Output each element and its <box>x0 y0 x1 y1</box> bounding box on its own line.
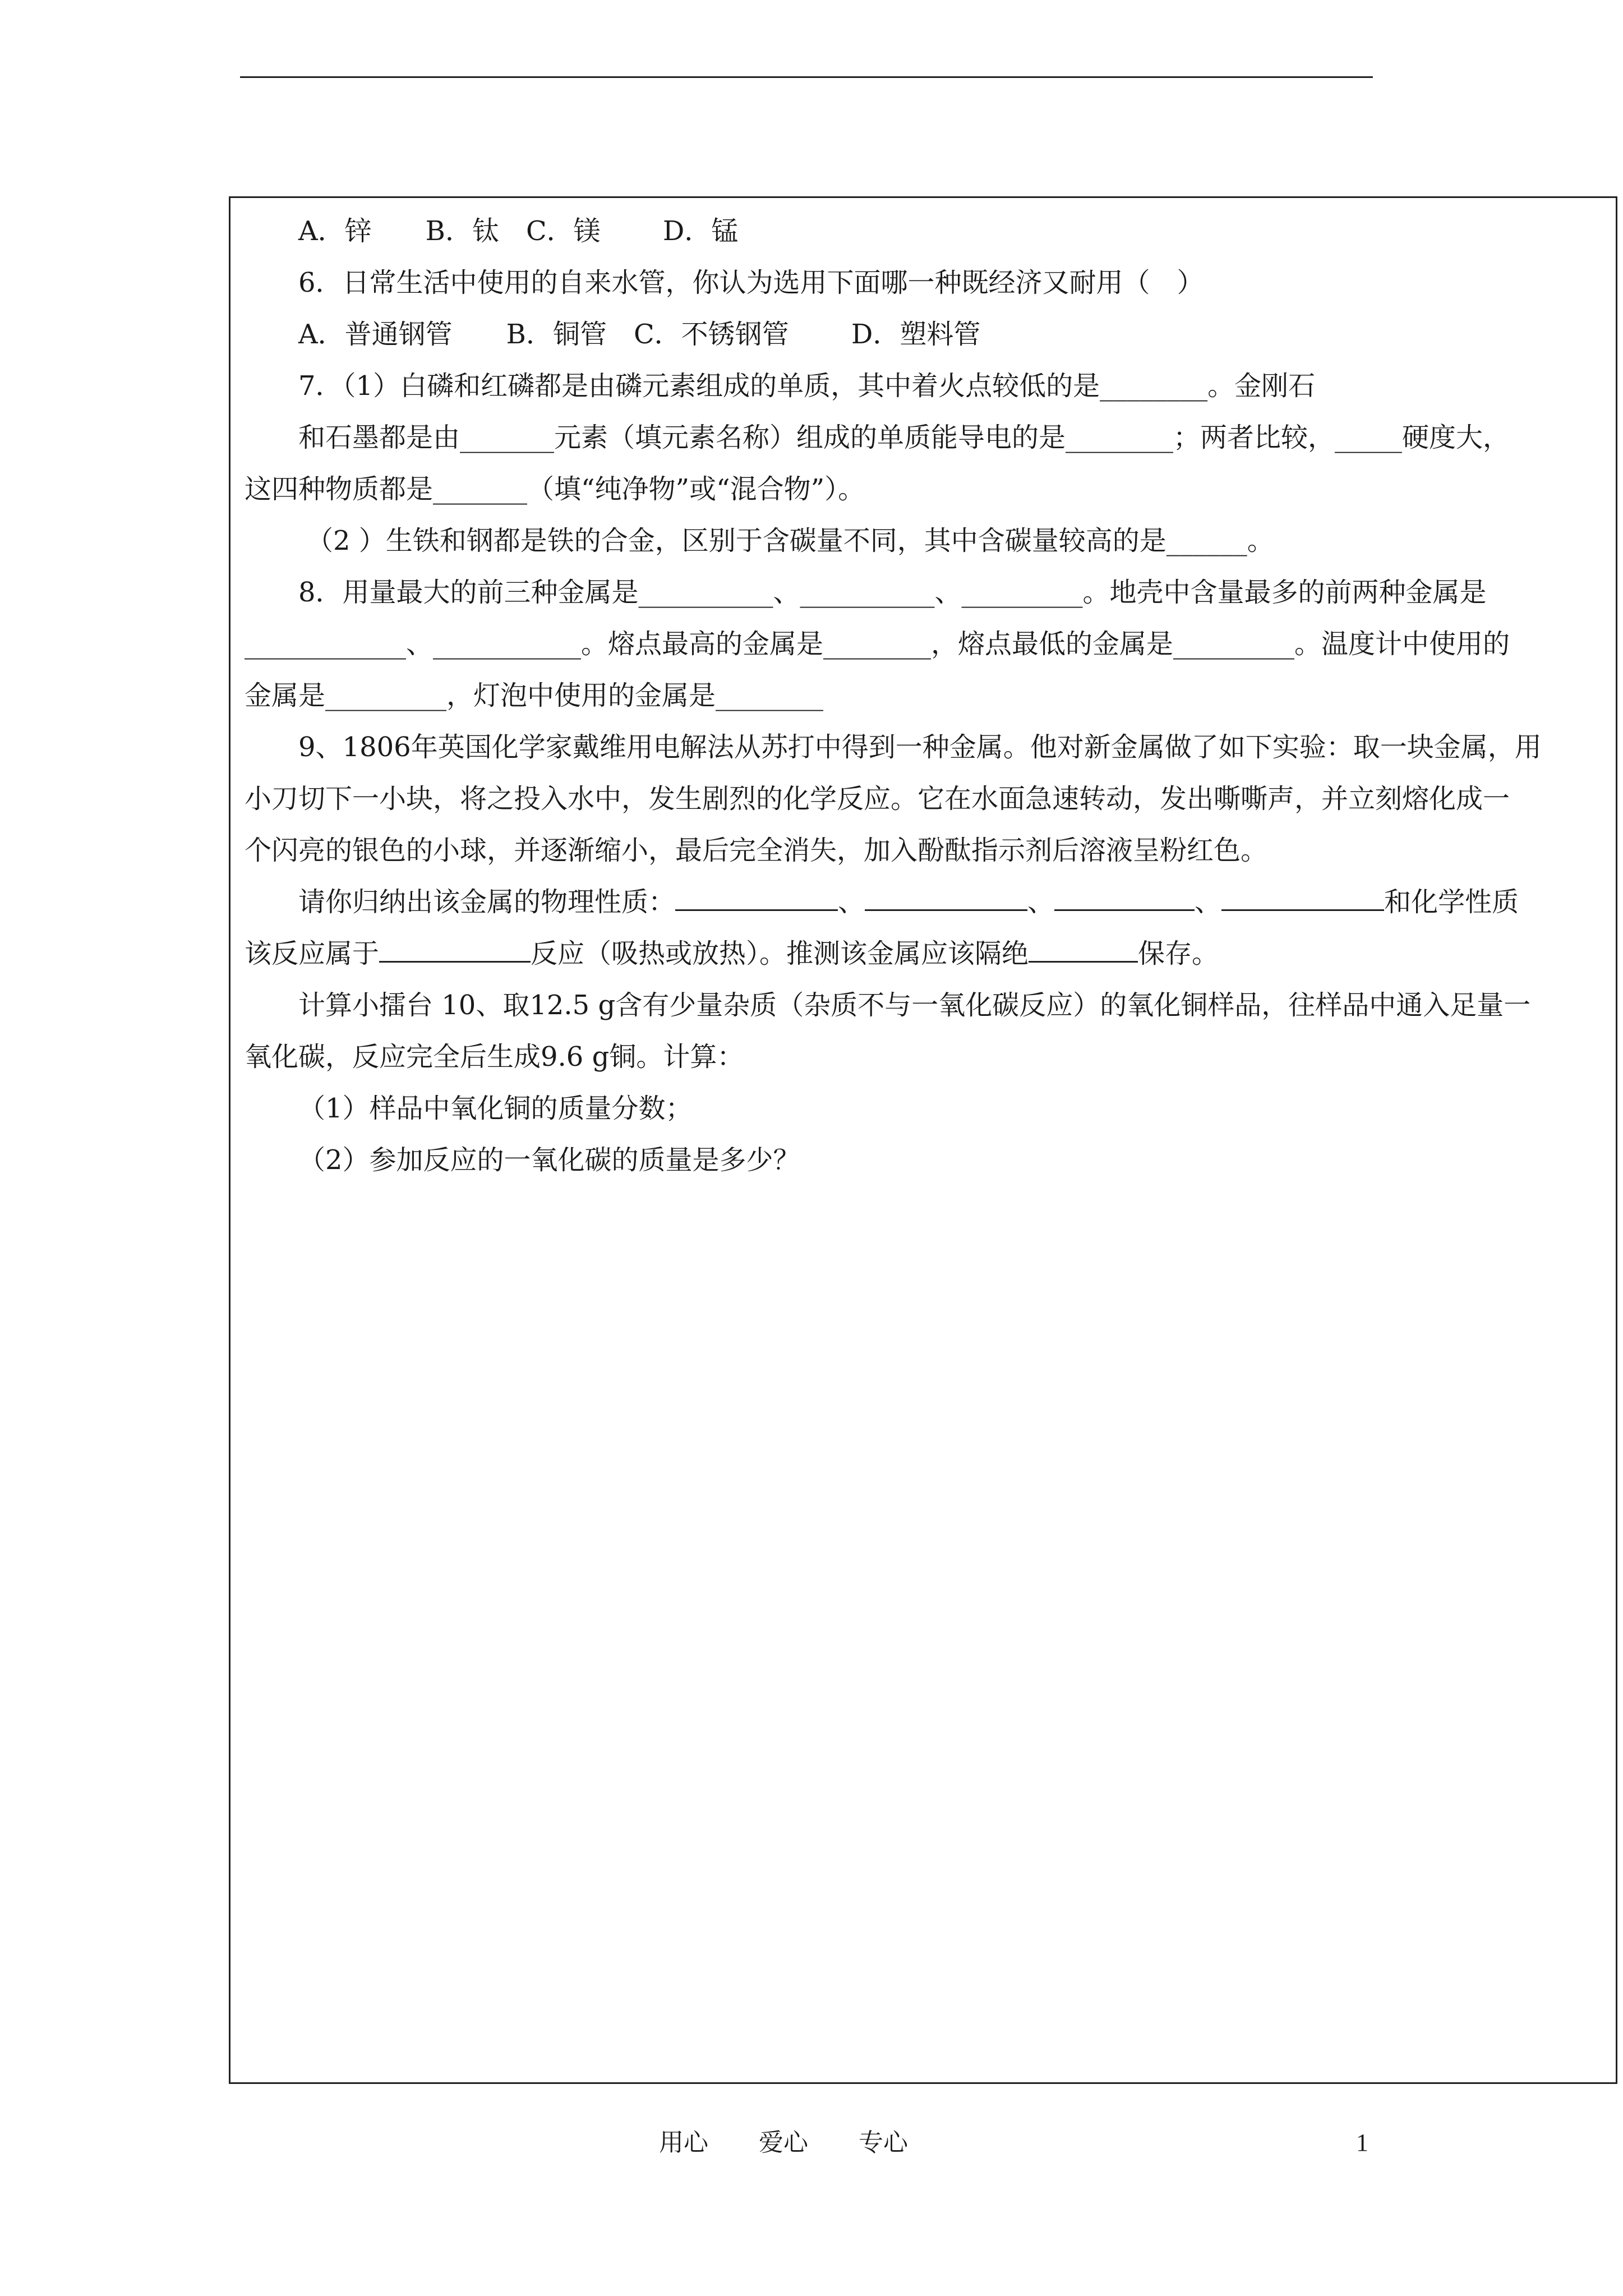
q8-line-1: 8．用量最大的前三种金属是__________、__________、_________。地壳中含量最多的前两种金属是 <box>298 577 1487 608</box>
q5-options: A．锌 B．钛 C．镁 D．锰 <box>298 215 739 247</box>
q6-stem: 6．日常生活中使用的自来水管，你认为选用下面哪一种既经济又耐用（ ） <box>298 267 1204 298</box>
page-number: 1 <box>1356 2129 1368 2156</box>
footer-motto <box>659 2126 958 2160</box>
answer-blank <box>1221 880 1384 911</box>
answer-blank <box>1054 880 1195 911</box>
q9-line-5 <box>245 928 1602 979</box>
footer-motto-3: 专心 <box>859 2128 908 2157</box>
answer-blank <box>1029 932 1138 963</box>
q9-line-3: 个闪亮的银色的小球，并逐渐缩小，最后完全消失，加入酚酞指示剂后溶液呈粉红色。 <box>245 835 1268 866</box>
q10-line-1: 计算小擂台 10、取12.5 g含有少量杂质（杂质不与一氧化碳反应）的氧化铜样品，往样品中通入足量一 <box>298 990 1531 1021</box>
q10-sub-1: （1）样品中氧化铜的质量分数； <box>298 1093 693 1124</box>
q9-line-2: 小刀切下一小块，将之投入水中，发生剧烈的化学反应。它在水面急速转动，发出嘶嘶声，并立刻熔化成一 <box>245 783 1510 815</box>
header-rule <box>240 76 1373 78</box>
answer-blank <box>675 880 838 911</box>
q9-line5-c: 保存。 <box>1138 938 1219 969</box>
q8-line-3: 金属是_________，灯泡中使用的金属是________ <box>245 680 824 711</box>
q7-line-3: 这四种物质都是_______（填“纯净物”或“混合物”）。 <box>245 473 865 505</box>
q9-summary-prefix: 请你归纳出该金属的物理性质： <box>298 886 676 918</box>
footer-motto-1: 用心 <box>659 2128 708 2157</box>
q9-line5-a: 该反应属于 <box>245 938 380 969</box>
q7-line-4: （2 ）生铁和钢都是铁的合金，区别于含碳量不同，其中含碳量较高的是______。 <box>306 525 1274 556</box>
q9-summary-suffix: 和化学性质 <box>1384 886 1519 918</box>
q10-sub-2: （2）参加反应的一氧化碳的质量是多少？ <box>298 1144 800 1176</box>
q10-line-2: 氧化碳，反应完全后生成9.6 g铜。计算： <box>245 1041 744 1073</box>
q6-options: A．普通钢管 B．铜管 C．不锈钢管 D．塑料管 <box>298 319 981 350</box>
answer-blank <box>865 880 1027 911</box>
q9-summary <box>245 876 1602 928</box>
q7-line-2: 和石墨都是由_______元素（填元素名称）组成的单质能导电的是________；两者比较，_____硬度大， <box>298 422 1510 453</box>
q7-line-1: 7．（1）白磷和红磷都是由磷元素组成的单质，其中着火点较低的是________。金刚石 <box>298 370 1316 402</box>
answer-blank <box>379 932 531 963</box>
page-footer <box>0 2126 1623 2160</box>
separator: 、 <box>838 886 865 918</box>
q9-line-1: 9、1806年英国化学家戴维用电解法从苏打中得到一种金属。他对新金属做了如下实验：取一块金属，用 <box>298 731 1542 763</box>
separator: 、 <box>1027 886 1055 918</box>
q8-line-2: ____________、___________。熔点最高的金属是________，熔点最低的金属是_________。温度计中使用的 <box>245 628 1510 660</box>
worksheet-body <box>245 205 1602 1186</box>
footer-motto-2: 爱心 <box>759 2128 808 2157</box>
q9-line5-b: 反应（吸热或放热）。推测该金属应该隔绝 <box>531 938 1029 969</box>
separator: 、 <box>1195 886 1222 918</box>
